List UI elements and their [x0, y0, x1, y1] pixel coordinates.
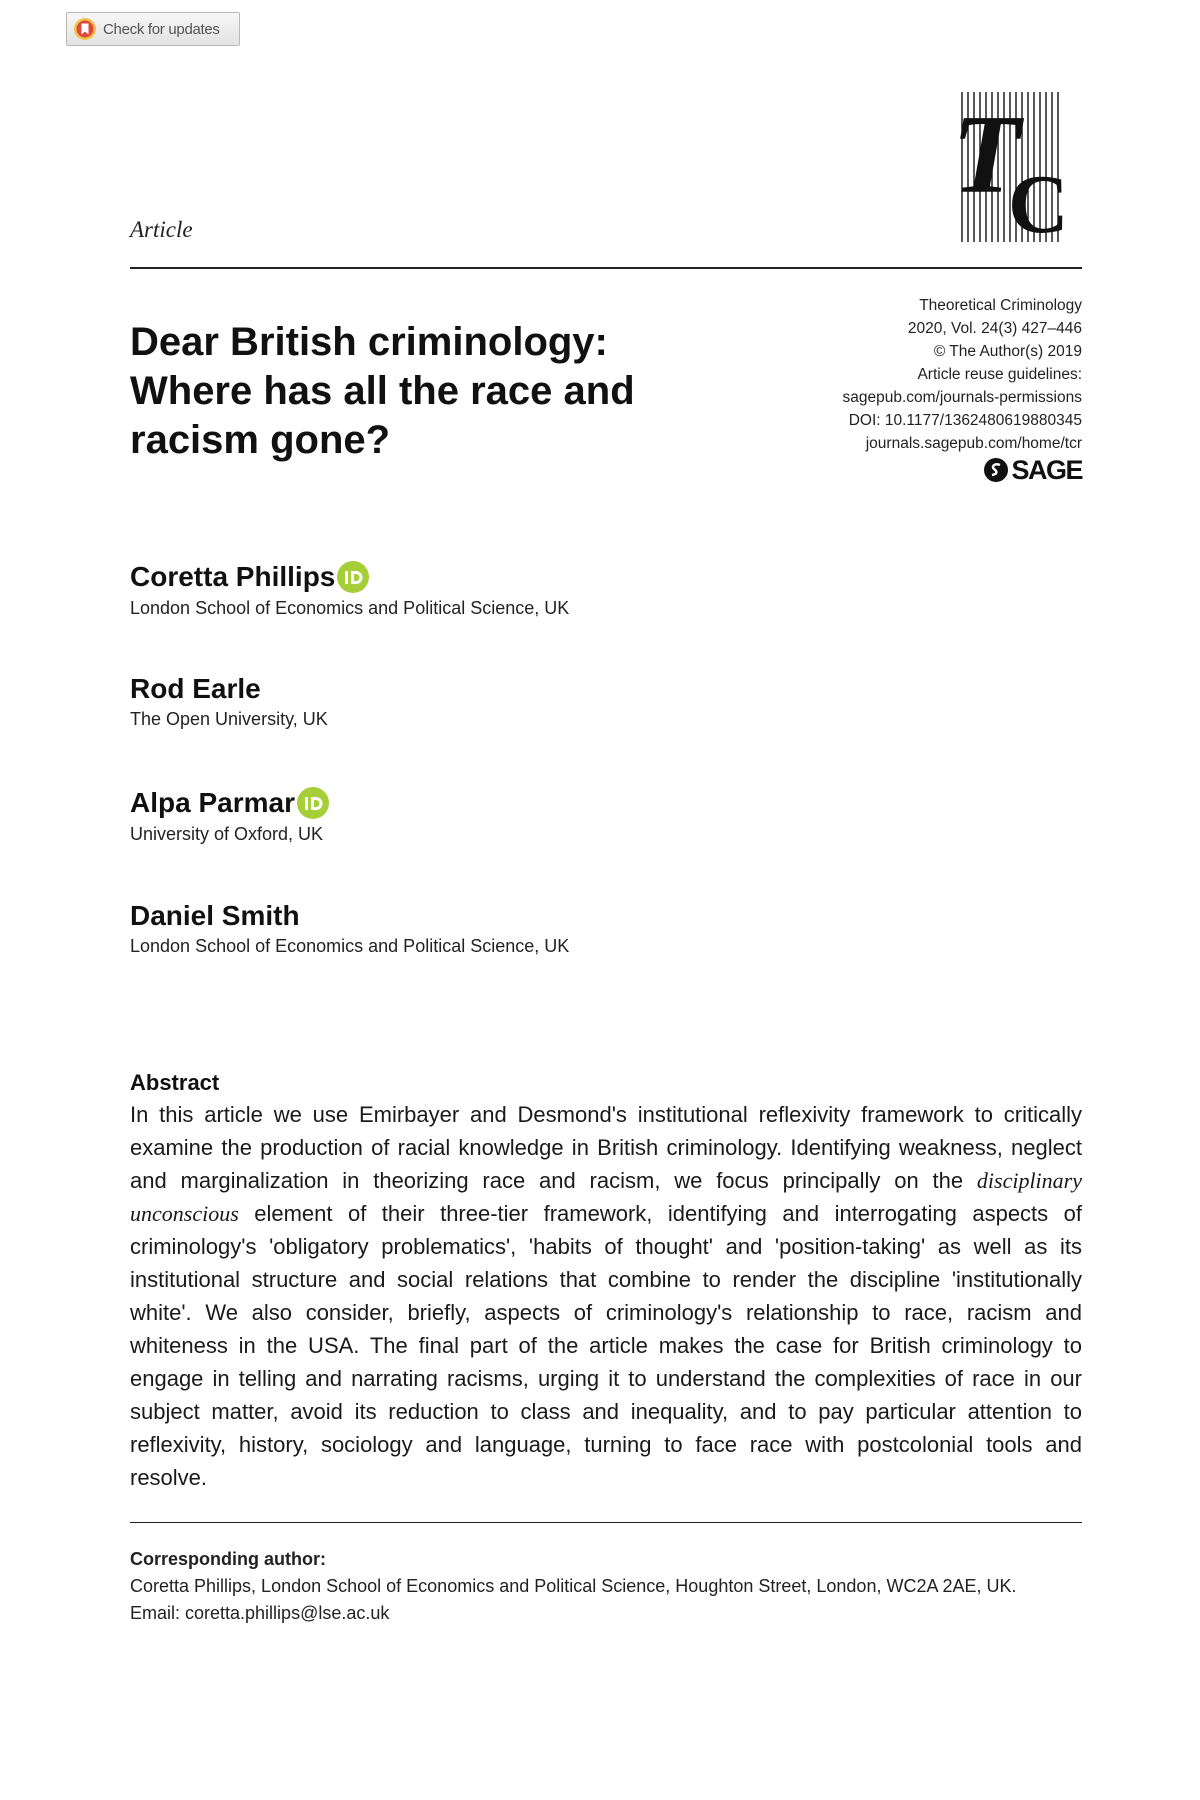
author-name: Coretta Phillips: [130, 561, 336, 592]
author-name-row: [130, 786, 330, 820]
corresponding-label: Corresponding author:: [130, 1549, 326, 1569]
author-name-row: [130, 673, 328, 705]
reuse-label: Article reuse guidelines:: [917, 366, 1082, 383]
orcid-icon[interactable]: [296, 786, 330, 820]
footer-divider: [130, 1522, 1082, 1523]
corresponding-author: [130, 1546, 1090, 1627]
volume-info: 2020, Vol. 24(3) 427–446: [907, 320, 1082, 337]
author-affiliation: University of Oxford, UK: [130, 824, 324, 844]
sage-mark-icon: [983, 457, 1009, 483]
author-name: Rod Earle: [130, 673, 261, 704]
author-block: [130, 673, 328, 730]
author-name-row: [130, 900, 569, 932]
journal-name: Theoretical Criminology: [919, 297, 1082, 314]
corresponding-address: Coretta Phillips, London School of Economics and Political Science, Houghton Street, London, WC2A 2AE, UK.: [130, 1576, 1017, 1596]
doi[interactable]: DOI: 10.1177/1362480619880345: [848, 412, 1082, 429]
author-affiliation: London School of Economics and Political Science, UK: [130, 598, 570, 618]
corresponding-email[interactable]: Email: coretta.phillips@lse.ac.uk: [130, 1603, 390, 1623]
svg-text:T: T: [952, 93, 1021, 217]
abstract-text: [130, 1098, 1082, 1494]
publisher-name: SAGE: [1011, 454, 1082, 485]
orcid-icon[interactable]: [336, 560, 370, 594]
author-name-row: [130, 560, 569, 594]
abstract-text-part: element of their three-tier framework, identifying and interrogating aspects of criminology's 'obligatory problematics', 'habits of thought' and 'position-taking' as well as its institutional structure and social relations that combine to render the discipline 'institutionally white'. We also consider, briefly, aspects of criminology's relationship to race, racism and whiteness in the USA. The final part of the article makes the case for British criminology to engage in telling and narrating racisms, urging it to understand the complexities of race in our subject matter, avoid its reduction to class and inequality, and to pay particular attention to reflexivity, history, sociology and language, turning to face race with postcolonial tools and resolve.: [130, 1201, 1082, 1490]
header-divider: [130, 267, 1082, 269]
author-name: Alpa Parmar: [130, 787, 295, 818]
reuse-link[interactable]: sagepub.com/journals-permissions: [842, 389, 1082, 406]
check-for-updates-label: Check for updates: [103, 20, 220, 38]
article-type-label: Article: [130, 217, 193, 242]
author-affiliation: London School of Economics and Political Science, UK: [130, 936, 570, 956]
abstract-section: [130, 1070, 1082, 1494]
tc-monogram-logo: [950, 92, 1080, 242]
abstract-heading: Abstract: [130, 1070, 220, 1095]
abstract-emphasis: disciplinary unconscious: [130, 1168, 1082, 1226]
journal-url[interactable]: journals.sagepub.com/home/tcr: [865, 435, 1082, 452]
abstract-text-part: In this article we use Emirbayer and Desmond's institutional reflexivity framework to critically examine the production of racial knowledge in British criminology. Identifying weakness, neglect and marginalization in theorizing race and racism, we focus principally on the: [130, 1102, 1082, 1193]
author-name: Daniel Smith: [130, 900, 300, 931]
sage-logo: [842, 454, 1082, 485]
copyright: © The Author(s) 2019: [933, 343, 1082, 360]
author-block: [130, 786, 330, 845]
author-block: [130, 900, 569, 957]
check-for-updates-button[interactable]: [66, 12, 240, 46]
author-block: [130, 560, 569, 619]
author-affiliation: The Open University, UK: [130, 709, 328, 729]
svg-text:C: C: [1008, 158, 1069, 242]
article-title: Dear British criminology: Where has all the race and racism gone?: [130, 320, 635, 462]
publication-meta: [842, 294, 1082, 483]
bookmark-check-icon: [73, 17, 97, 41]
